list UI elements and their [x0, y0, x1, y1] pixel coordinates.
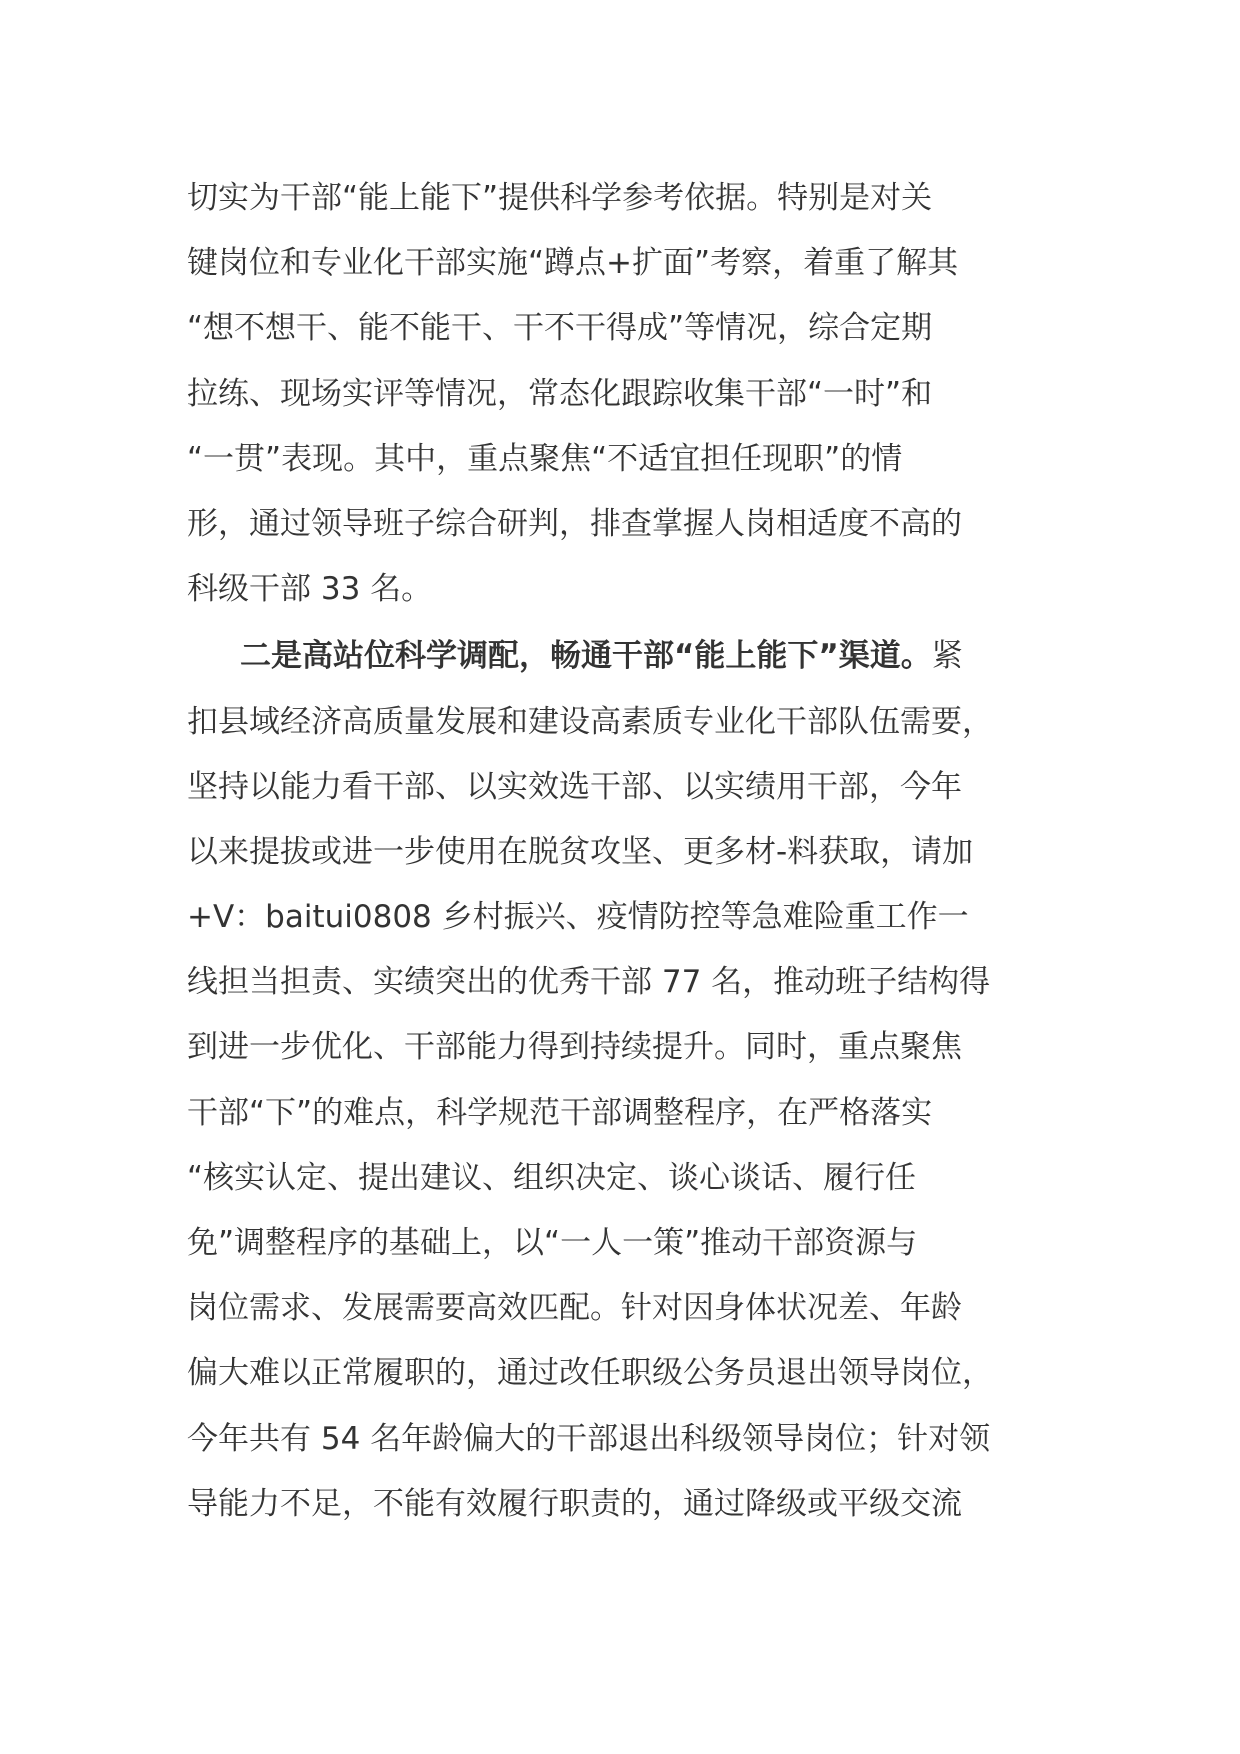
text-line: “想不想干、能不能干、干不干得成”等情况，综合定期: [187, 310, 933, 347]
text-line: 导能力不足，不能有效履行职责的，通过降级或平级交流: [187, 1485, 962, 1522]
text-line: 科级干部 33 名。: [187, 571, 433, 608]
text-line: 形，通过领导班子综合研判，排查掌握人岗相适度不高的: [187, 505, 962, 542]
text-line: 偏大难以正常履职的，通过改任职级公务员退出领导岗位，: [187, 1355, 993, 1392]
text-line: 键岗位和专业化干部实施“蹲点+扩面”考察，着重了解其: [187, 245, 959, 282]
text-line: 坚持以能力看干部、以实效选干部、以实绩用干部，今年: [187, 768, 962, 805]
text-line: 免”调整程序的基础上，以“一人一策”推动干部资源与: [187, 1225, 918, 1261]
text-line: “一贯”表现。其中，重点聚焦“不适宜担任现职”的情: [187, 440, 903, 477]
text-line: +V：baitui0808 乡村振兴、疫情防控等急难险重工作一: [187, 899, 969, 936]
text-line: 今年共有 54 名年龄偏大的干部退出科级领导岗位；针对领: [187, 1420, 991, 1457]
document-body: [187, 166, 1067, 1537]
paragraph-1: [187, 166, 1067, 622]
paragraph-heading: 二是高站位科学调配，畅通干部“能上能下”渠道。: [240, 638, 932, 675]
text-line: 岗位需求、发展需要高效匹配。针对因身体状况差、年龄: [187, 1290, 962, 1327]
paragraph-2-first-line: [187, 624, 1067, 689]
paragraph-2: [187, 624, 1067, 1537]
text-line: 扣县域经济高质量发展和建设高素质专业化干部队伍需要，: [187, 703, 993, 740]
text-line: 拉练、现场实评等情况，常态化跟踪收集干部“一时”和: [187, 375, 933, 412]
text-line: 以来提拔或进一步使用在脱贫攻坚、更多材-料获取，请加: [187, 833, 974, 870]
text-line: “核实认定、提出建议、组织决定、谈心谈话、履行任: [187, 1159, 917, 1196]
text-line: 切实为干部“能上能下”提供科学参考依据。特别是对关: [187, 180, 933, 216]
text-line: 到进一步优化、干部能力得到持续提升。同时，重点聚焦: [187, 1029, 962, 1066]
paragraph-heading-continuation: 紧: [931, 638, 963, 675]
text-line: 干部“下”的难点，科学规范干部调整程序，在严格落实: [187, 1094, 933, 1131]
text-line: 线担当担责、实绩突出的优秀干部 77 名，推动班子结构得: [187, 964, 991, 1001]
